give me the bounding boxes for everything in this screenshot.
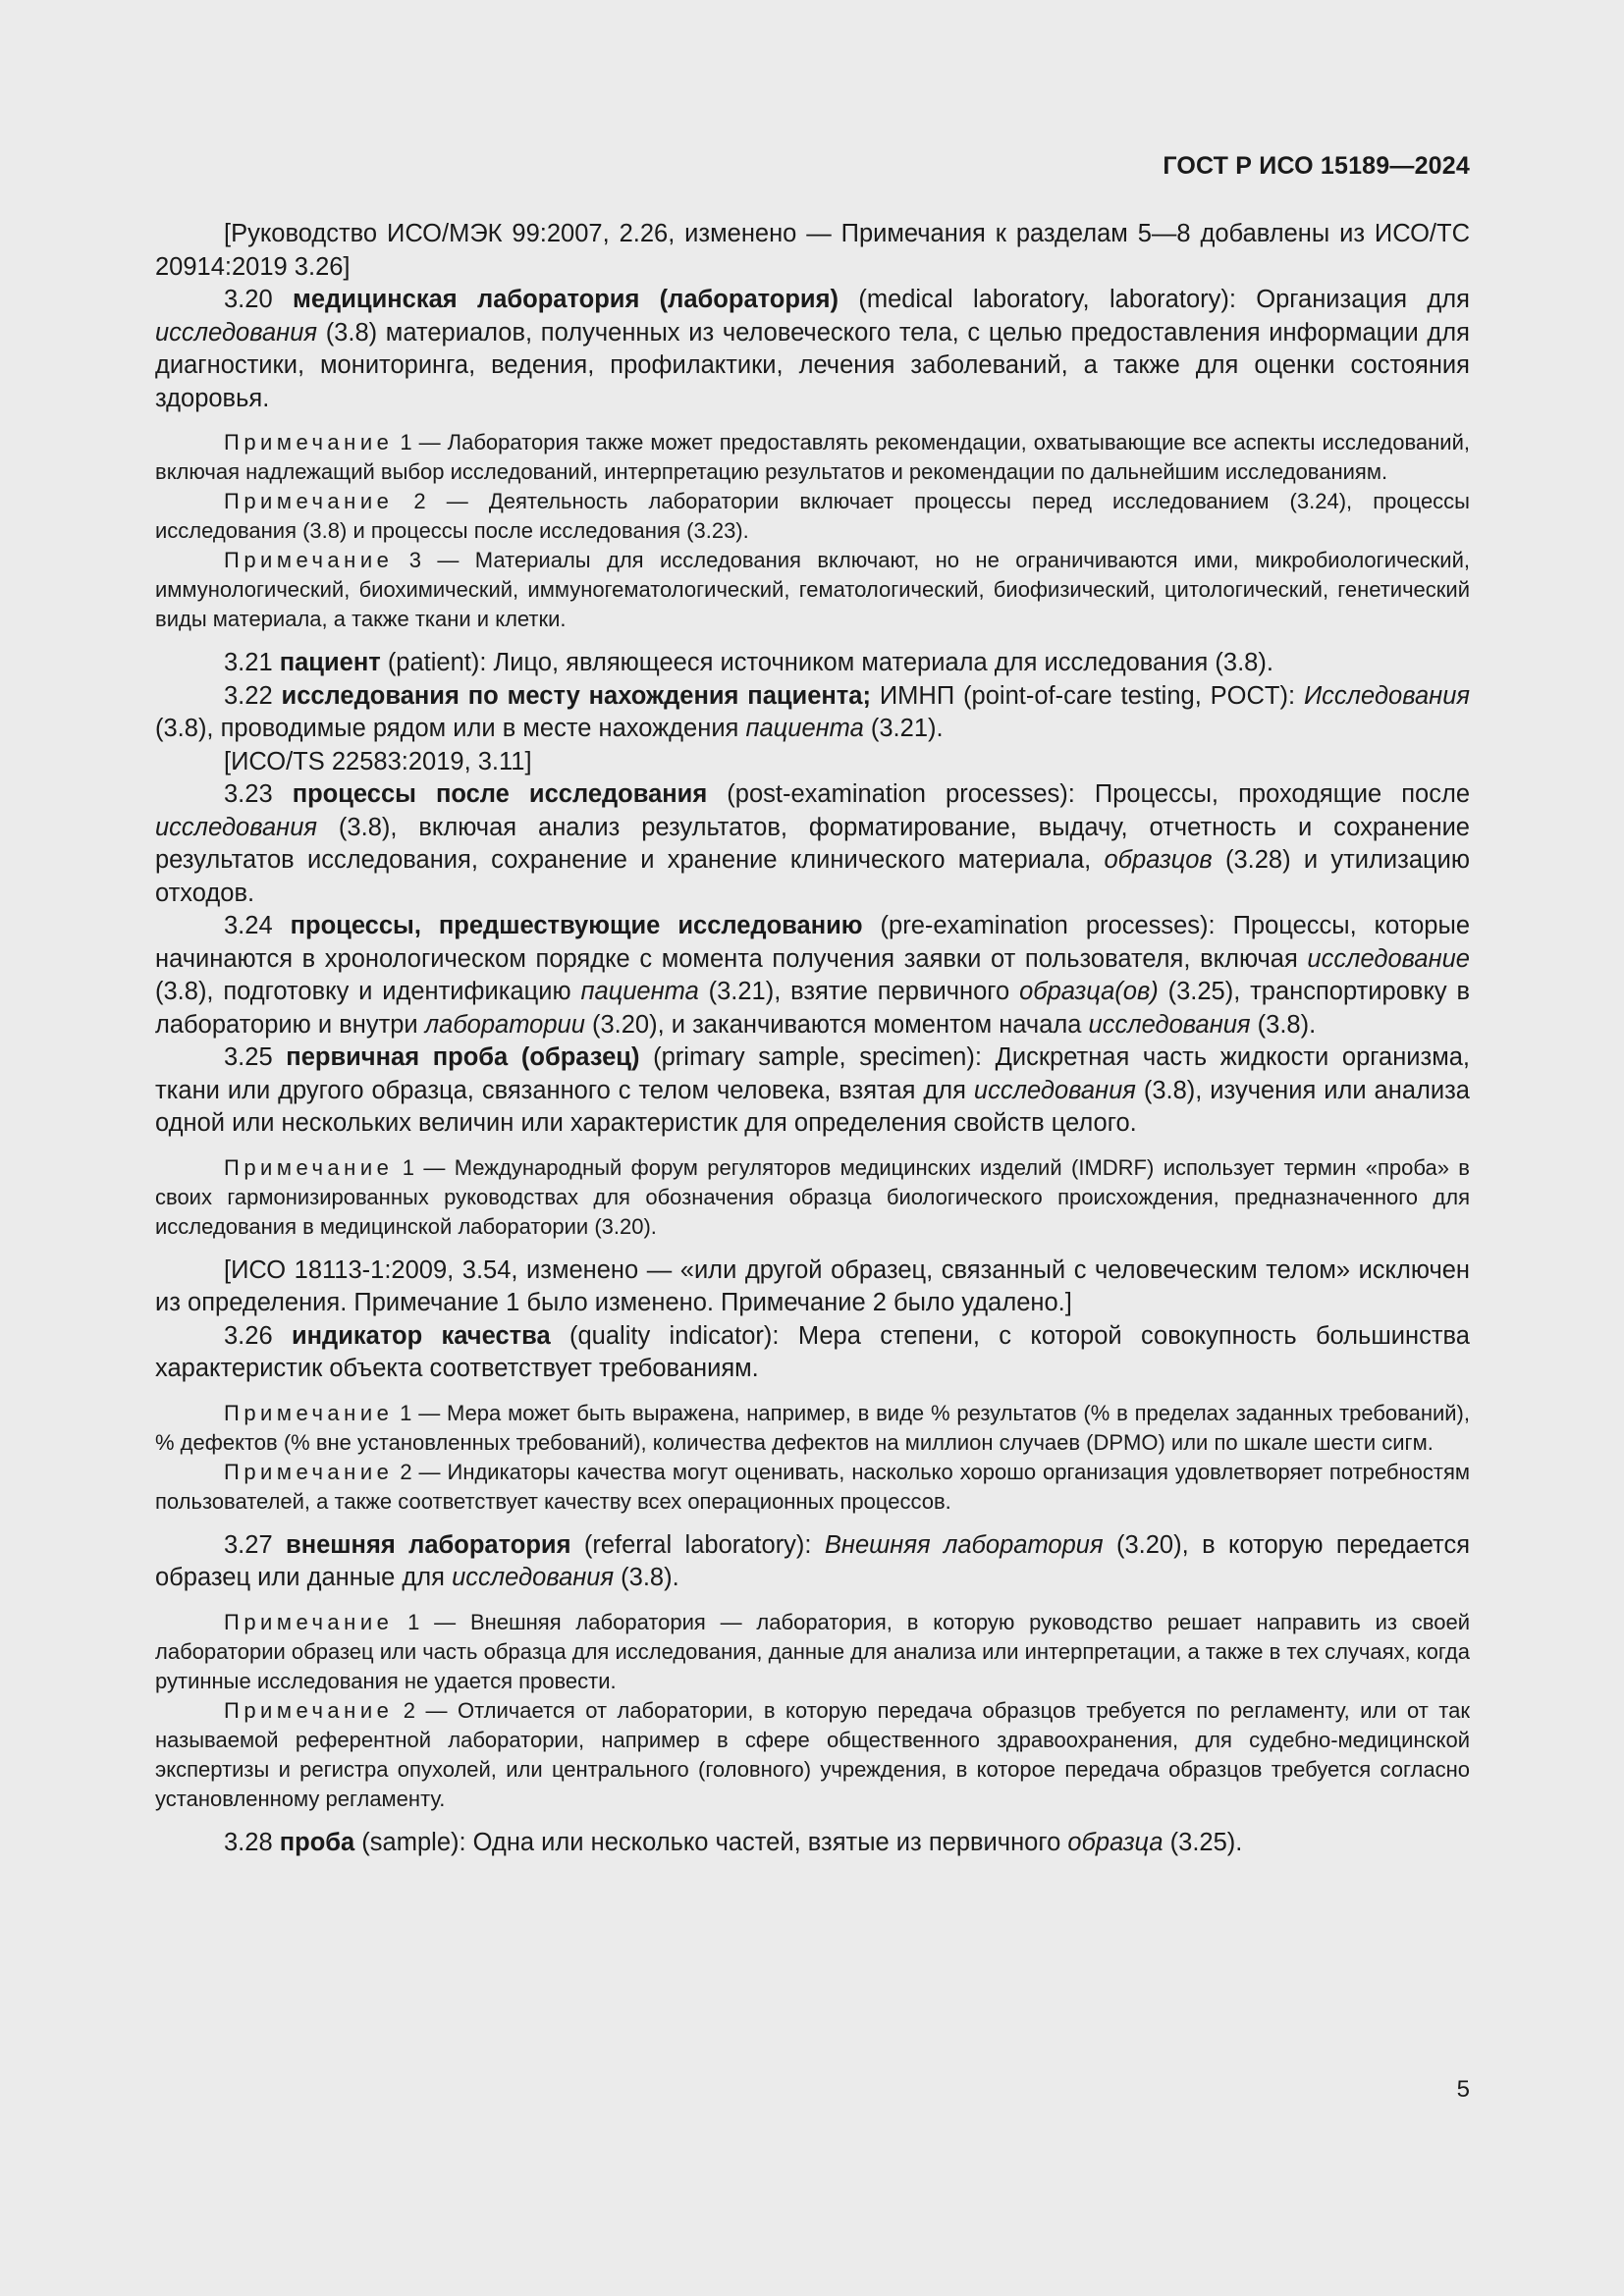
note-3-20-2: Примечание 2 — Деятельность лаборатории включает процессы перед исследованием (3.24), процессы исследования (3.8) и процессы после исследования (3.23). [155,489,1470,543]
term-3-28: 3.28 проба (sample): Одна или несколько частей, взятые из первичного образца (3.25). [224,1828,1243,1856]
term-3-22: 3.22 исследования по месту нахождения пациента; ИМНП (point-of-care testing, POCT): Исследования (3.8), проводимые рядом или в месте нахождения пациента (3.21). [155,681,1470,742]
source-3-25: [ИСО 18113-1:2009, 3.54, изменено — «или другой образец, связанный с человеческим телом» исключен из определения. Примечание 1 было изменено. Примечание 2 было удалено.] [155,1255,1470,1316]
note-3-26-1: Примечание 1 — Мера может быть выражена, например, в виде % результатов (% в пределах заданных требований), % дефектов (% вне установленных требований), количества дефектов на миллион случаев (DPMO) или по шкале шести сигм. [155,1400,1470,1455]
notes-3-27 [155,1608,1470,1814]
notes-3-25 [155,1153,1470,1242]
term-name: индикатор качества [291,1321,551,1350]
note-3-20-1: Примечание 1 — Лаборатория также может предоставлять рекомендации, охватывающие все аспекты исследований, включая надлежащий выбор исследований, интерпретацию результатов и рекомендации по дальнейшим исследованиям. [155,430,1470,484]
term-3-27: 3.27 внешняя лаборатория (referral laboratory): Внешняя лаборатория (3.20), в которую передается образец или данные для исследования (3.8). [155,1530,1471,1591]
term-name: проба [279,1828,355,1856]
term-name: процессы, предшествующие исследованию [290,912,863,939]
notes-3-20 [155,428,1470,634]
note-label: Примечание [224,1400,394,1425]
note-label: Примечание [224,1697,394,1723]
note-label: Примечание [224,430,394,454]
term-3-24: 3.24 процессы, предшествующие исследованию (pre-examination processes): Процессы, которые начинаются в хронологическом порядке с момента получения заявки от пользователя, включая исследование (3.8), подготовку и идентификацию пациента (3.21), взятие первичного образца(ов) (3.25), транспортировку в лабораторию и внутри лаборатории (3.20), и заканчиваются моментом начала исследования (3.8). [155,912,1471,1039]
term-name: внешняя лаборатория [286,1530,571,1559]
note-label: Примечание [224,1609,394,1634]
source-3-22: [ИСО/TS 22583:2019, 3.11] [224,747,532,775]
paragraph-source-3-19: [Руководство ИСО/МЭК 99:2007, 2.26, изменено — Примечания к разделам 5—8 добавлены из ИСО/ТС 20914:2019 3.26] [155,220,1470,281]
term-name: пациент [279,649,381,676]
page-header-standard-id: ГОСТ Р ИСО 15189—2024 [1163,152,1470,180]
note-label: Примечание [224,1459,394,1484]
note-label: Примечание [224,1154,394,1180]
page-number: 5 [1456,2076,1470,2103]
term-name: процессы после исследования [292,780,708,808]
note-label: Примечание [224,489,394,513]
note-3-27-1: Примечание 1 — Внешняя лаборатория — лаборатория, в которую руководство решает направить из своей лаборатории образец или часть образца для исследования, данные для анализа или интерпретации, а также в тех случаях, когда рутинные исследования не удается провести. [155,1609,1470,1693]
note-3-25-1: Примечание 1 — Международный форум регуляторов медицинских изделий (IMDRF) использует термин «проба» в своих гармонизированных руководствах для обозначения образца биологического происхождения, предназначенного для исследования в медицинской лаборатории (3.20). [155,1154,1470,1239]
term-name: медицинская лаборатория (лаборатория) [292,286,839,313]
term-name: исследования по месту нахождения пациента; [281,681,871,710]
note-3-26-2: Примечание 2 — Индикаторы качества могут оценивать, насколько хорошо организация удовлетворяет потребностям пользователей, а также соответствует качеству всех операционных процессов. [155,1459,1470,1514]
term-name: первичная проба (образец) [286,1043,640,1071]
term-3-25: 3.25 первичная проба (образец) (primary sample, specimen): Дискретная часть жидкости организма, ткани или другого образца, связанного с телом человека, взятая для исследования (3.8), изучения или анализа одной или нескольких величин или характеристик для определения свойств целого. [155,1043,1471,1137]
term-3-20: 3.20 медицинская лаборатория (лаборатория) (medical laboratory, laboratory): Организация для исследования (3.8) материалов, полученных из человеческого тела, с целью предоставления информации для диагностики, мониторинга, ведения, профилактики, лечения заболеваний, а также для оценки состояния здоровья. [155,286,1470,412]
note-3-20-3: Примечание 3 — Материалы для исследования включают, но не ограничиваются ими, микробиологический, иммунологический, биохимический, иммуногематологический, гематологический, биофизический, цитологический, генетический виды материала, а также ткани и клетки. [155,548,1470,631]
term-3-23: 3.23 процессы после исследования (post-examination processes): Процессы, проходящие после исследования (3.8), включая анализ результатов, форматирование, выдачу, отчетность и сохранение результатов исследования, сохранение и хранение клинического материала, образцов (3.28) и утилизацию отходов. [155,780,1471,907]
notes-3-26 [155,1399,1470,1517]
note-3-27-2: Примечание 2 — Отличается от лаборатории, в которую передача образцов требуется по регламенту, или от так называемой референтной лаборатории, например в сфере общественного здравоохранения, для судебно-медицинской экспертизы и регистра опухолей, или центрального (головного) учреждения, в которое передача образцов требуется согласно установленному регламенту. [155,1697,1470,1811]
term-3-26: 3.26 индикатор качества (quality indicator): Мера степени, с которой совокупность большинства характеристик объекта соответствует требованиям. [155,1321,1470,1382]
term-3-21: 3.21 пациент (patient): Лицо, являющееся источником материала для исследования (3.8). [224,649,1273,676]
note-label: Примечание [224,548,394,572]
document-body [155,218,1470,1859]
